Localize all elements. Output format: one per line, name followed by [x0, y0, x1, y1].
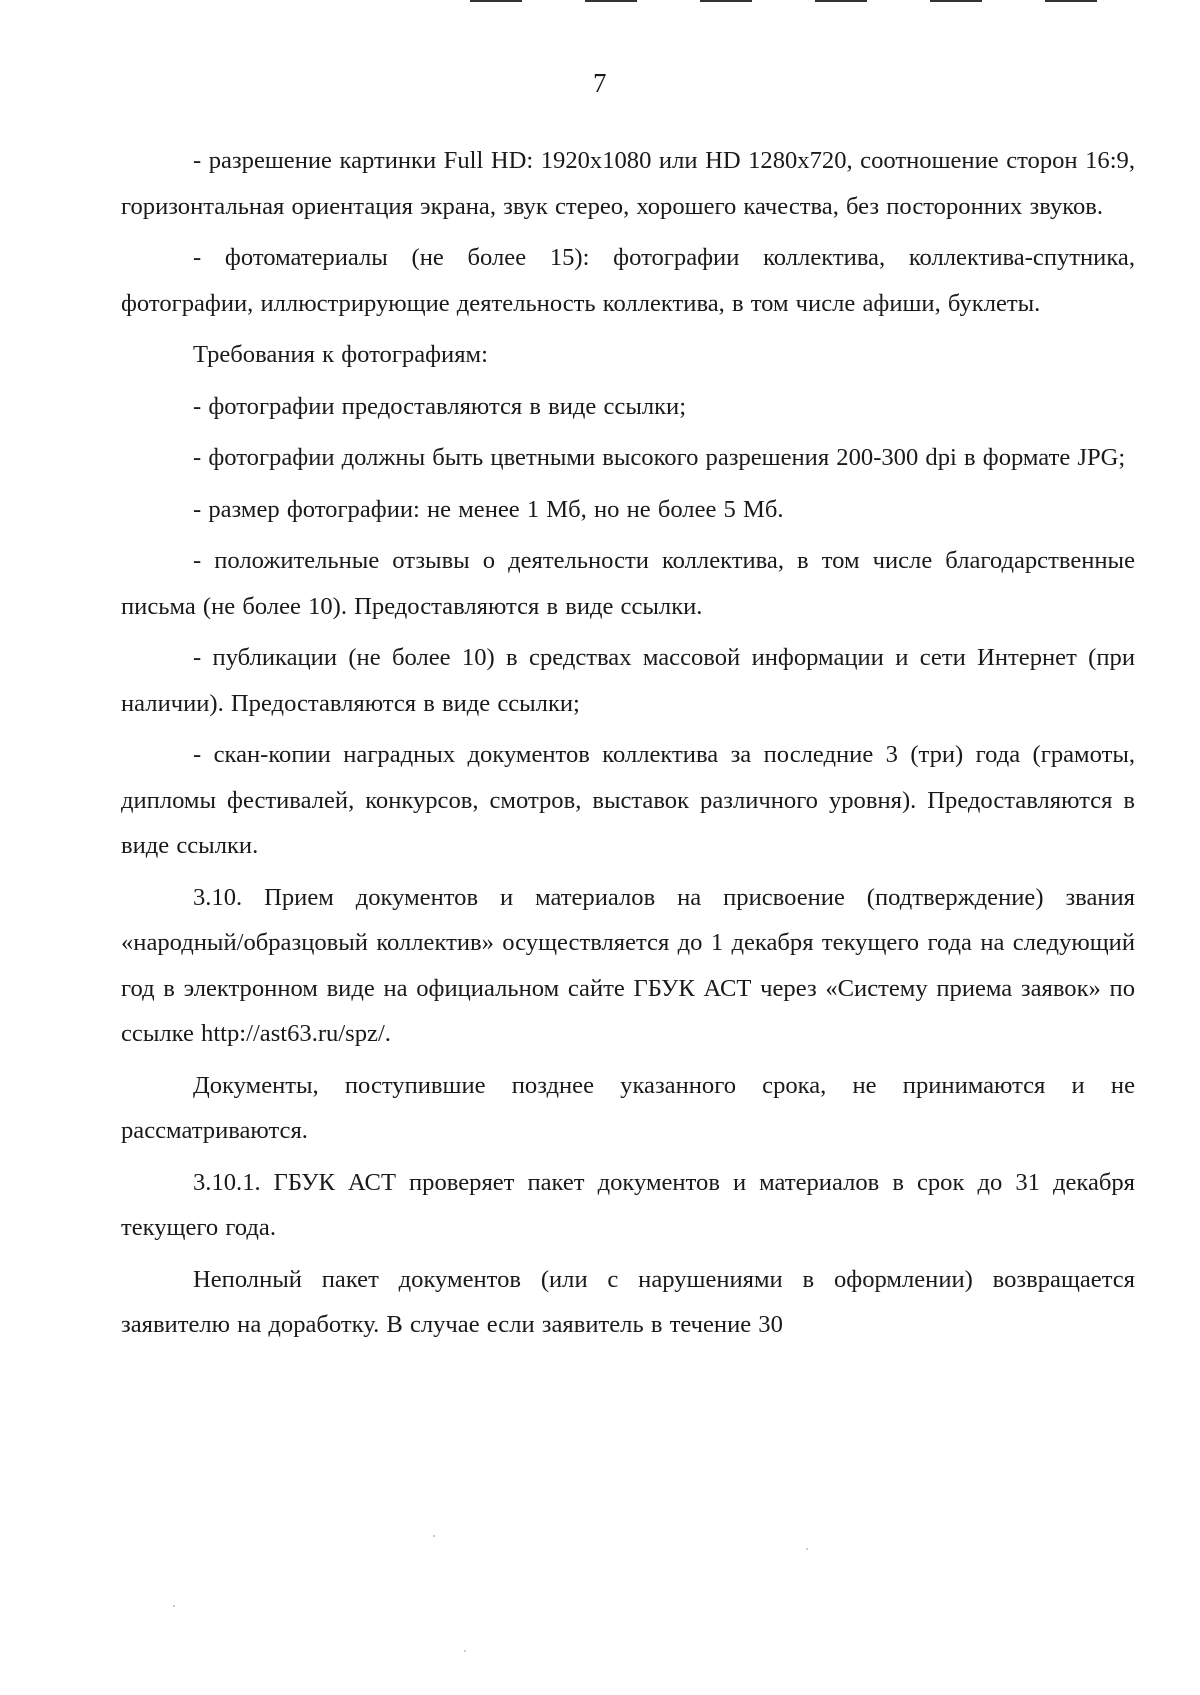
- top-rule: [470, 0, 522, 2]
- scan-speck: [433, 1535, 435, 1537]
- paragraph-section-3-10: 3.10. Прием документов и материалов на присвоение (подтверждение) звания «народный/образцовый коллектив» осуществляется до 1 декабря текущего года на следующий год в электронном виде на официальном сайте ГБУК АСТ через «Систему приема заявок» по ссылке http://ast63.ru/spz/.: [121, 883, 1135, 1047]
- paragraph-photo-size: - размер фотографии: не менее 1 Мб, но не более 5 Мб.: [193, 495, 784, 523]
- top-rule: [1045, 0, 1097, 2]
- top-edge-rules: [470, 0, 1170, 4]
- scan-speck: [464, 1650, 466, 1652]
- top-rule: [815, 0, 867, 2]
- top-rule: [700, 0, 752, 2]
- paragraph-photo-link: - фотографии предоставляются в виде ссылки;: [193, 392, 687, 420]
- scan-speck: [806, 1548, 808, 1550]
- top-rule: [930, 0, 982, 2]
- paragraph-award-scans: - скан-копии наградных документов коллектива за последние 3 (три) года (грамоты, дипломы фестивалей, конкурсов, смотров, выставок различного уровня). Предоставляются в виде ссылки.: [121, 741, 1135, 859]
- paragraph-publications: - публикации (не более 10) в средствах массовой информации и сети Интернет (при наличии). Предоставляются в виде ссылки;: [121, 644, 1135, 717]
- paragraph-reviews: - положительные отзывы о деятельности коллектива, в том числе благодарственные письма (не более 10). Предоставляются в виде ссылки.: [121, 547, 1135, 620]
- top-rule: [585, 0, 637, 2]
- page-number: 7: [593, 68, 607, 98]
- paragraph-late-documents: Документы, поступившие позднее указанного срока, не принимаются и не рассматриваются.: [121, 1071, 1135, 1144]
- paragraph-section-3-10-1: 3.10.1. ГБУК АСТ проверяет пакет документов и материалов в срок до 31 декабря текущего года.: [121, 1168, 1135, 1241]
- paragraph-video-requirements: - разрешение картинки Full HD: 1920x1080 или HD 1280x720, соотношение сторон 16:9, горизонтальная ориентация экрана, звук стерео, хорошего качества, без посторонних звуков.: [121, 147, 1135, 220]
- paragraph-photo-resolution: - фотографии должны быть цветными высокого разрешения 200-300 dpi в формате JPG;: [193, 444, 1126, 471]
- paragraph-photo-materials: - фотоматериалы (не более 15): фотографии коллектива, коллектива-спутника, фотографии, иллюстрирующие деятельность коллектива, в том числе афиши, буклеты.: [121, 244, 1135, 317]
- paragraph-incomplete-package: Неполный пакет документов (или с нарушениями в оформлении) возвращается заявителю на доработку. В случае если заявитель в течение 30: [121, 1265, 1135, 1338]
- scan-speck: [173, 1605, 175, 1607]
- document-body: [121, 138, 1135, 1348]
- paragraph-photo-requirements-heading: Требования к фотографиям:: [193, 341, 488, 368]
